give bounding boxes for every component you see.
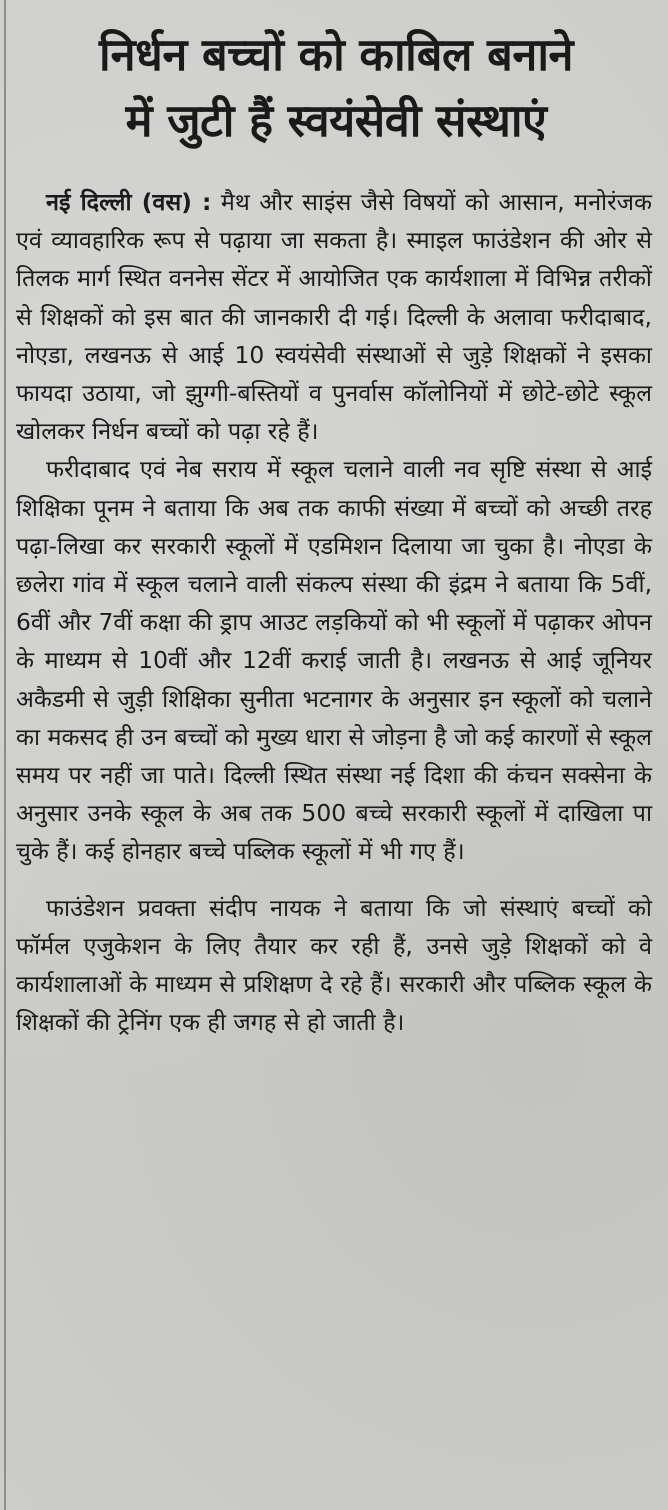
paragraph-2: फरीदाबाद एवं नेब सराय में स्कूल चलाने वाली नव सृष्टि संस्था से आई शिक्षिका पूनम ने बताया कि अब तक काफी संख्या में बच्चों को अच्छी तरह पढ़ा-लिखा कर सरकारी स्कूलों में एडमिशन दिलाया जा चुका है। नोएडा के छलेरा गांव में स्कूल चलाने वाली संकल्प संस्था की इंद्रम ने बताया कि 5वीं, 6वीं और 7वीं कक्षा की ड्राप आउट लड़कियों को भी स्कूलों में पढ़ाकर ओपन के माध्यम से 10वीं और 12वीं कराई जाती है। लखनऊ से आई जूनियर अकैडमी से जुड़ी शिक्षिका सुनीता भटनागर के अनुसार इन स्कूलों को चलाने का मकसद ही उन बच्चों को मुख्य धारा से जोड़ना है जो कई कारणों से स्कूल समय पर नहीं जा पाते। दिल्ली स्थित संस्था नई दिशा की कंचन सक्सेना के अनुसार उनके स्कूल के अब तक 500 बच्चे सरकारी स्कूलों में दाखिला पा चुके हैं। कई होनहार बच्चे पब्लिक स्कूलों में भी गए हैं। (16, 455, 652, 866)
headline (8, 22, 664, 154)
headline-line-2: में जुटी हैं स्वयंसेवी संस्थाएं (125, 94, 547, 147)
paragraph-3: फाउंडेशन प्रवक्ता संदीप नायक ने बताया कि जो संस्थाएं बच्चों को फॉर्मल एजुकेशन के लिए तैयार कर रही हैं, उनसे जुड़े शिक्षकों को वे कार्यशालाओं के माध्यम से प्रशिक्षण दे रहे हैं। सरकारी और पब्लिक स्कूल के शिक्षकों की ट्रेनिंग एक ही जगह से हो जाती है। (16, 893, 652, 1037)
article-body (16, 183, 652, 1041)
paragraph-1-text: मैथ और साइंस जैसे विषयों को आसान, मनोरंजक एवं व्यावहारिक रूप से पढ़ाया जा सकता है। स्माइल फाउंडेशन की ओर से तिलक मार्ग स्थित वननेस सेंटर में आयोजित एक कार्यशाला में विभिन्न तरीकों से शिक्षकों को इस बात की जानकारी दी गई। दिल्ली के अलावा फरीदाबाद, नोएडा, लखनऊ से आई 10 स्वयंसेवी संस्थाओं से जुड़े शिक्षकों ने इसका फायदा उठाया, जो झुग्गी-बस्तियों व पुनर्वास कॉलोनियों में छोटे-छोटे स्कूल खोलकर निर्धन बच्चों को पढ़ा रहे हैं। (16, 188, 652, 446)
headline-line-1: निर्धन बच्चों को काबिल बनाने (99, 28, 573, 81)
column-rule (4, 0, 6, 1510)
paragraph-1 (16, 183, 652, 450)
dateline: नई दिल्ली (वस) : (46, 188, 212, 216)
